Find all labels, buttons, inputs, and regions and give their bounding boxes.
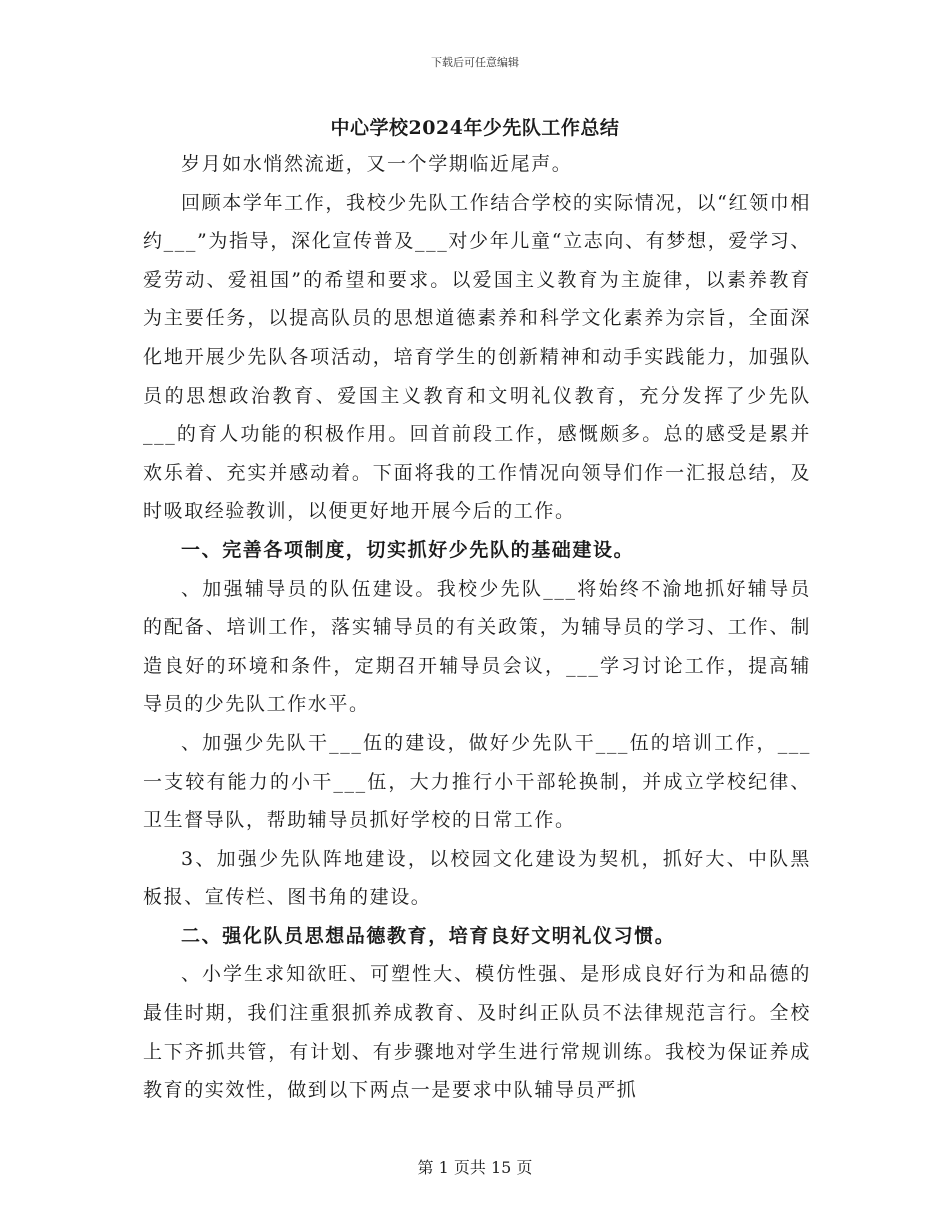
paragraph-position-building: 3、加强少先队阵地建设，以校园文化建设为契机，抓好大、中队黑板报、宣传栏、图书角的建设。 bbox=[143, 847, 811, 909]
paragraph-habit-education: 、小学生求知欲旺、可塑性大、模仿性强、是形成良好行为和品德的最佳时期，我们注重狠抓养成教育、及时纠正队员不法律规范言行。全校上下齐抓共管，有计划、有步骤地对学生进行常规训练。我校为保证养成教育的实效性，做到以下两点一是要求中队辅导员严抓 bbox=[143, 963, 811, 1102]
section-heading-2: 二、强化队员思想品德教育，培育良好文明礼仪习惯。 bbox=[181, 924, 676, 947]
paragraph-cadre-team: 、加强少先队干___伍的建设，做好少先队干___伍的培训工作，___一支较有能力的小干___伍，大力推行小干部轮换制，并成立学校纪律、卫生督导队，帮助辅导员抓好学校的日常工作。 bbox=[143, 731, 811, 832]
section-heading-1: 一、完善各项制度，切实抓好少先队的基础建设。 bbox=[181, 538, 635, 561]
page-number: 第 1 页共 15 页 bbox=[417, 1158, 533, 1177]
paragraph-intro: 岁月如水悄然流逝，又一个学期临近尾声。 bbox=[181, 153, 573, 175]
page-header-note: 下载后可任意编辑 bbox=[431, 56, 519, 69]
paragraph-counselor-team: 、加强辅导员的队伍建设。我校少先队___将始终不渝地抓好辅导员的配备、培训工作，落实辅导员的有关政策，为辅导员的学习、工作、制造良好的环境和条件，定期召开辅导员会议，___学习讨论工作，提高辅导员的少先队工作水平。 bbox=[143, 577, 811, 716]
document-title: 中心学校2024年少先队工作总结 bbox=[330, 117, 620, 139]
document-body bbox=[143, 145, 811, 1110]
paragraph-review: 回顾本学年工作，我校少先队工作结合学校的实际情况，以“红领巾相约___”为指导，深化宣传普及___对少年儿童“立志向、有梦想，爱学习、爱劳动、爱祖国”的希望和要求。以爱国主义教育为主旋律，以素养教育为主要任务，以提高队员的思想道德素养和科学文化素养为宗旨，全面深化地开展少先队各项活动，培育学生的创新精神和动手实践能力，加强队员的思想政治教育、爱国主义教育和文明礼仪教育，充分发挥了少先队___的育人功能的积极作用。回首前段工作，感慨颇多。总的感受是累并欢乐着、充实并感动着。下面将我的工作情况向领导们作一汇报总结，及时吸取经验教训，以便更好地开展今后的工作。 bbox=[143, 191, 811, 523]
